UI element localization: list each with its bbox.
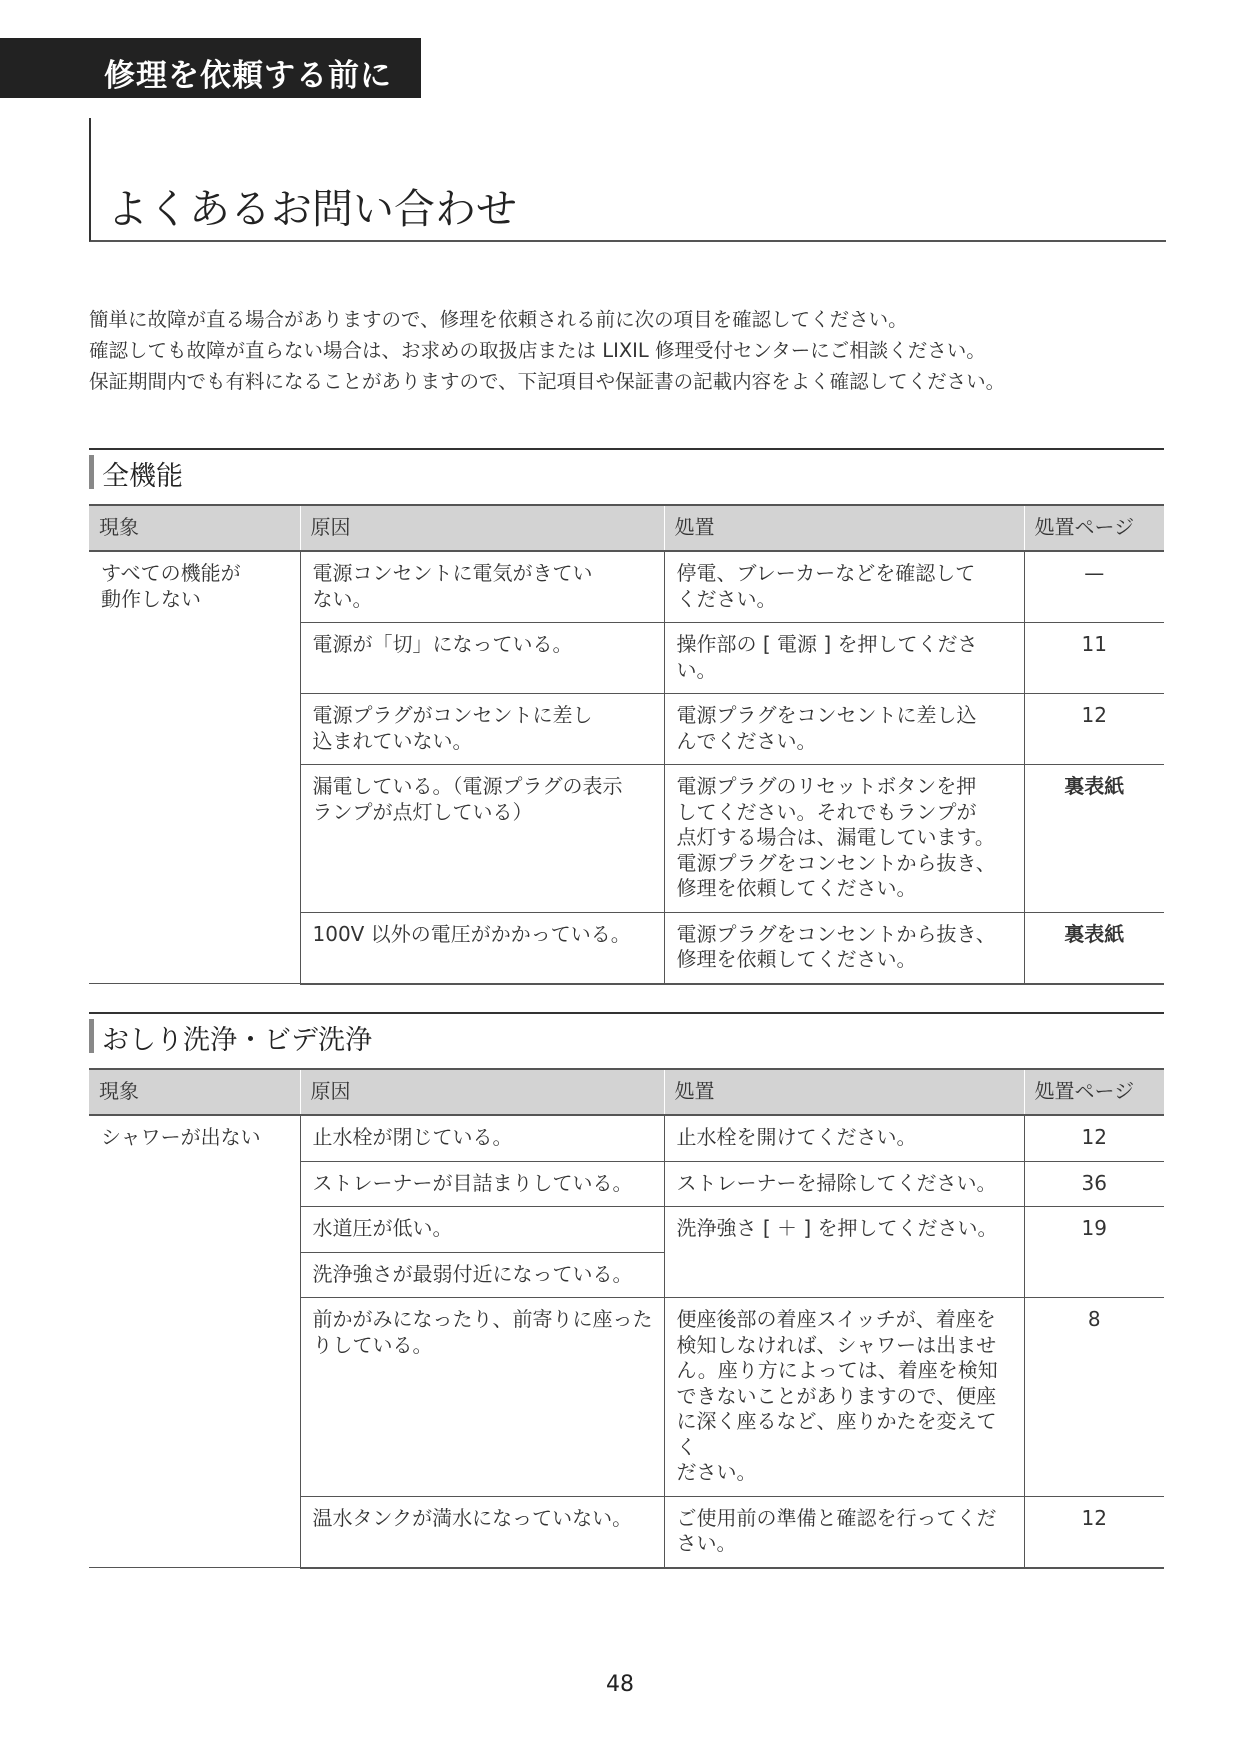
- remedy-text: 停電、ブレーカーなどを確認して ください。: [676, 561, 976, 611]
- remedy-text: 止水栓を開けてください。: [676, 1125, 917, 1149]
- remedy-cell: [664, 1161, 1024, 1207]
- cause-text: ストレーナーが目詰まりしている。: [312, 1170, 633, 1195]
- cause-cell: [300, 1161, 664, 1207]
- remedy-cell: [664, 765, 1024, 913]
- remedy-cell: [664, 551, 1024, 623]
- page-title-block: [89, 118, 1166, 242]
- cause-text: 漏電している。（電源プラグの表示 ランプが点灯している）: [312, 774, 623, 824]
- cause-text: 止水栓が閉じている。: [312, 1125, 513, 1149]
- page-ref: 12: [1024, 1496, 1164, 1568]
- table-header-row: [89, 1069, 1164, 1115]
- column-header-symptom: 現象: [89, 1069, 300, 1115]
- column-header-cause: 原因: [300, 1069, 664, 1115]
- section-header-bar: [0, 38, 421, 98]
- cause-cell: [300, 1496, 664, 1568]
- cause-text: 温水タンクが満水になっていない。: [312, 1505, 633, 1530]
- page-ref: —: [1024, 551, 1164, 623]
- cause-cell: [300, 1115, 664, 1161]
- symptom-text: すべての機能が 動作しない: [101, 561, 241, 611]
- cause-cell: [300, 1298, 664, 1497]
- remedy-text: ストレーナーを掃除してください。: [676, 1170, 997, 1195]
- page-ref: 裏表紙: [1024, 912, 1164, 984]
- page-ref: 12: [1024, 1115, 1164, 1161]
- cause-text: 前かがみになったり、前寄りに座った りしている。: [312, 1307, 653, 1357]
- symptom-cell: [89, 1115, 300, 1568]
- section-heading-all-functions: [89, 448, 1164, 496]
- table-row: [89, 551, 1164, 623]
- intro-text: [89, 304, 1169, 397]
- symptom-cell: [89, 551, 300, 984]
- cause-text: 電源プラグがコンセントに差し 込まれていない。: [312, 703, 593, 753]
- section-title: 全機能: [102, 461, 183, 492]
- remedy-text: 洗浄強さ [ ＋ ] を押してください。: [676, 1216, 998, 1240]
- page-ref: 19: [1024, 1207, 1164, 1298]
- page-ref: 36: [1024, 1161, 1164, 1207]
- column-header-page: 処置ページ: [1024, 1069, 1164, 1115]
- remedy-cell: [664, 1298, 1024, 1497]
- cause-text: 洗浄強さが最弱付近になっている。: [312, 1261, 633, 1286]
- heading-marker: [89, 1019, 94, 1053]
- cause-text: 100V 以外の電圧がかかっている。: [312, 921, 631, 946]
- section-heading-bidet-wash: [89, 1012, 1164, 1060]
- remedy-cell: [664, 623, 1024, 694]
- remedy-cell: [664, 1496, 1024, 1568]
- table-row: [89, 1115, 1164, 1161]
- remedy-text: 便座後部の着座スイッチが、着座を 検知しなければ、シャワーは出ませ ん。座り方によっては、着座を検知 できないことがありますので、便座 に深く座るなど、座りかたを変えてく ださい。: [676, 1307, 998, 1484]
- cause-text: 電源が「切」になっている。: [312, 632, 573, 656]
- cause-cell: [300, 1252, 664, 1298]
- remedy-cell: [664, 694, 1024, 765]
- remedy-text: 電源プラグをコンセントから抜き、 修理を依頼してください。: [676, 921, 996, 971]
- cause-cell: [300, 694, 664, 765]
- section-header-label: 修理を依頼する前に: [104, 58, 392, 94]
- cause-cell: [300, 551, 664, 623]
- page-ref: 12: [1024, 694, 1164, 765]
- cause-cell: [300, 912, 664, 984]
- remedy-text: 電源プラグをコンセントに差し込 んでください。: [676, 703, 977, 753]
- page-title: よくあるお問い合わせ: [107, 185, 517, 233]
- cause-text: 電源コンセントに電気がきてい ない。: [312, 561, 593, 611]
- page-ref: 11: [1024, 623, 1164, 694]
- remedy-cell: [664, 1207, 1024, 1298]
- heading-marker: [89, 455, 94, 489]
- remedy-cell: [664, 1115, 1024, 1161]
- page-ref: 8: [1024, 1298, 1164, 1497]
- remedy-text: 操作部の [ 電源 ] を押してくださ い。: [676, 632, 978, 682]
- remedy-cell: [664, 912, 1024, 984]
- cause-text: 水道圧が低い。: [312, 1216, 453, 1240]
- column-header-cause: 原因: [300, 505, 664, 551]
- cause-cell: [300, 1207, 664, 1253]
- section-title: おしり洗浄・ビデ洗浄: [102, 1025, 372, 1056]
- intro-line: 保証期間内でも有料になることがありますので、下記項目や保証書の記載内容をよく確認してください。: [89, 370, 1006, 393]
- symptom-text: シャワーが出ない: [101, 1125, 261, 1149]
- column-header-page: 処置ページ: [1024, 505, 1164, 551]
- remedy-text: 電源プラグのリセットボタンを押 してください。それでもランプが 点灯する場合は、漏電しています。 電源プラグをコンセントから抜き、 修理を依頼してください。: [676, 774, 996, 900]
- remedy-text: ご使用前の準備と確認を行ってくだ さい。: [676, 1505, 997, 1555]
- column-header-symptom: 現象: [89, 505, 300, 551]
- intro-line: 簡単に故障が直る場合がありますので、修理を依頼される前に次の項目を確認してください。: [89, 308, 908, 331]
- troubleshooting-table-bidet-wash: [89, 1068, 1164, 1569]
- intro-line: 確認しても故障が直らない場合は、お求めの取扱店または LIXIL 修理受付センターにご相談ください。: [89, 339, 986, 362]
- column-header-remedy: 処置: [664, 1069, 1024, 1115]
- page-ref: 裏表紙: [1024, 765, 1164, 913]
- column-header-remedy: 処置: [664, 505, 1024, 551]
- cause-cell: [300, 623, 664, 694]
- table-header-row: [89, 505, 1164, 551]
- troubleshooting-table-all-functions: [89, 504, 1164, 985]
- page-number: 48: [606, 1672, 634, 1697]
- cause-cell: [300, 765, 664, 913]
